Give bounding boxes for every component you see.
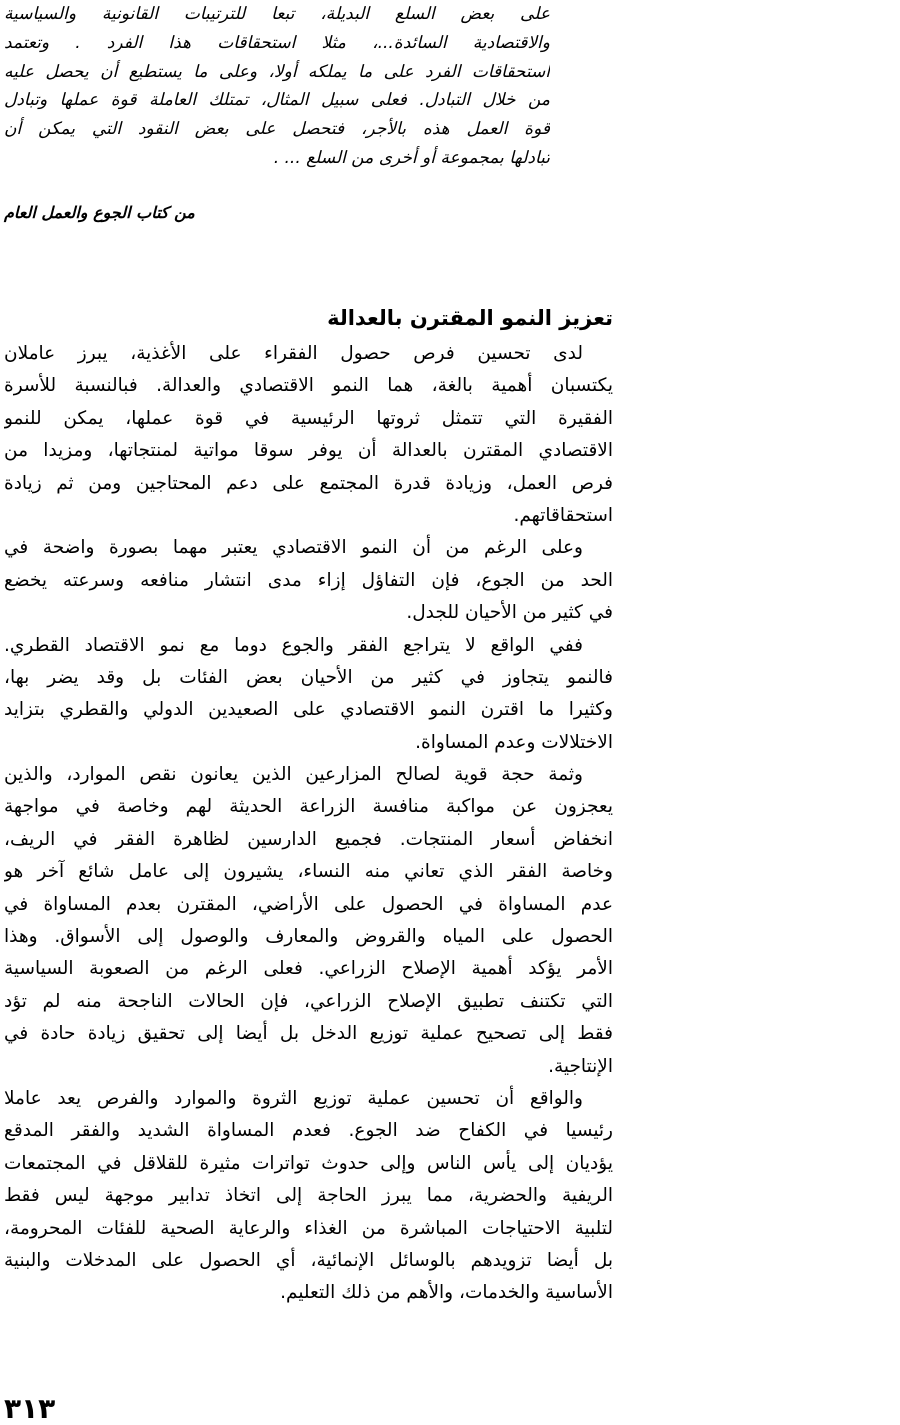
paragraph-line: بل أيضا تزويدهم بالوسائل الإنمائية، أي الحصول على المدخلات والبنية [4, 1249, 613, 1271]
quote-line: استحقاقات الفرد على ما يملكه أولا، وعلى ما يستطيع أن يحصل عليه [4, 61, 550, 82]
quote-line: قوة العمل هذه بالأجر، فتحصل على بعض النقود التي يمكن أن [4, 119, 550, 140]
paragraph-line: يعجزون عن مواكبة منافسة الزراعة الحديثة لهم وخاصة في مواجهة [4, 796, 613, 818]
paragraph-line: وكثيرا ما اقترن النمو الاقتصادي على الصعيدين الدولي والقطري بتزايد [4, 699, 613, 721]
quote-line: من خلال التبادل. فعلى سبيل المثال، تمتلك العاملة قوة عملها وتبادل [4, 90, 550, 111]
paragraph-line: الإنتاجية. [548, 1055, 613, 1077]
paragraph-line: الاختلالات وعدم المساواة. [415, 731, 613, 753]
paragraph-line: يؤديان إلى يأس الناس وإلى حدوث تواترات مثيرة للقلاقل في المجتمعات [4, 1152, 613, 1174]
paragraph-line: فقط إلى تصحيح عملية توزيع الدخل بل أيضا إلى تحقيق زيادة حادة في [4, 1023, 613, 1045]
paragraph-line: الريفية والحضرية، مما يبرز الحاجة إلى اتخاذ تدابير موجهة ليس فقط [4, 1185, 613, 1207]
paragraph-line: لتلبية الاحتياجات المباشرة من الغذاء والرعاية الصحية للفئات المحرومة، [4, 1217, 613, 1239]
paragraph-line: في كثير من الأحيان للجدل. [406, 602, 613, 624]
paragraph-line: وثمة حجة قوية لصالح المزارعين الذين يعانون نقص الموارد، والذين [4, 764, 583, 786]
paragraph-line: عدم المساواة في الحصول على الأراضي، المقترن بعدم المساواة في [4, 893, 613, 915]
paragraph-line: ففي الواقع لا يتراجع الفقر والجوع دوما مع نمو الاقتصاد القطري. [4, 634, 583, 656]
quote-attribution [4, 203, 550, 222]
paragraph-line: فرص العمل، وزيادة قدرة المجتمع على دعم المحتاجين ومن ثم زيادة [4, 472, 613, 494]
paragraph-line: الحد من الجوع، فإن التفاؤل إزاء مدى انتشار منافعه وسرعته يخضع [4, 569, 613, 591]
paragraph-line: انخفاض أسعار المنتجات. فجميع الدارسين لظاهرة الفقر في الريف، [4, 828, 613, 850]
paragraph-line: لدى تحسين فرص حصول الفقراء على الأغذية، يبرز عاملان [4, 343, 583, 364]
quote-block [4, 0, 550, 173]
attribution-text: من كتاب الجوع والعمل العام [4, 203, 195, 222]
paragraph-line: الاقتصادي المقترن بالعدالة أن يوفر سوقا مواتية لمنتجاتها، ومزيدا من [4, 440, 613, 462]
quote-line: والاقتصادية السائدة...، مثلا استحقاقات هذا الفرد . وتعتمد [4, 32, 550, 53]
paragraph [4, 759, 613, 1083]
quote-line: على بعض السلع البديلة، تبعا للترتيبات القانونية والسياسية [4, 4, 550, 24]
page-number: ٣١٣ [4, 1392, 56, 1425]
paragraph [4, 532, 613, 629]
paragraph-line: الفقيرة التي تتمثل ثروتها الرئيسية في قوة عملها، يمكن للنمو [4, 407, 613, 429]
paragraph [4, 338, 613, 532]
paragraph-line: الأمر يؤكد أهمية الإصلاح الزراعي. فعلى الرغم من الصعوبة السياسية [4, 958, 613, 980]
paragraph-line: استحقاقاتهم. [513, 504, 613, 526]
paragraph-line: يكتسبان أهمية بالغة، هما النمو الاقتصادي والعدالة. فبالنسبة للأسرة [4, 375, 613, 397]
article-body [4, 338, 613, 1310]
paragraph-line: وخاصة الفقر الذي تعاني منه النساء، يشيرون إلى عامل شائع آخر هو [4, 861, 613, 883]
paragraph-line: الأساسية والخدمات، والأهم من ذلك التعليم. [280, 1282, 613, 1304]
paragraph-line: التي تكتنف تطبيق الإصلاح الزراعي، فإن الحالات الناجحة منه لم تؤد [4, 990, 613, 1012]
paragraph [4, 1083, 613, 1310]
paragraph-line: وعلى الرغم من أن النمو الاقتصادي يعتبر مهما بصورة واضحة في [4, 537, 583, 559]
paragraph [4, 630, 613, 760]
paragraph-line: الحصول على المياه والقروض والمعارف والوصول إلى الأسواق. وهذا [4, 926, 613, 948]
quote-line: تبادلها بمجموعة أو أخرى من السلع ... . [273, 147, 550, 168]
paragraph-line: والواقع أن تحسين عملية توزيع الثروة والموارد والفرص يعد عاملا [4, 1087, 583, 1109]
paragraph-line: رئيسيا في الكفاح ضد الجوع. فعدم المساواة الشديد والفقر المدقع [4, 1120, 613, 1142]
section-heading: تعزيز النمو المقترن بالعدالة [327, 306, 613, 330]
paragraph-line: فالنمو يتجاوز في كثير من الأحيان بعض الفئات بل وقد يضر بها، [4, 666, 613, 688]
